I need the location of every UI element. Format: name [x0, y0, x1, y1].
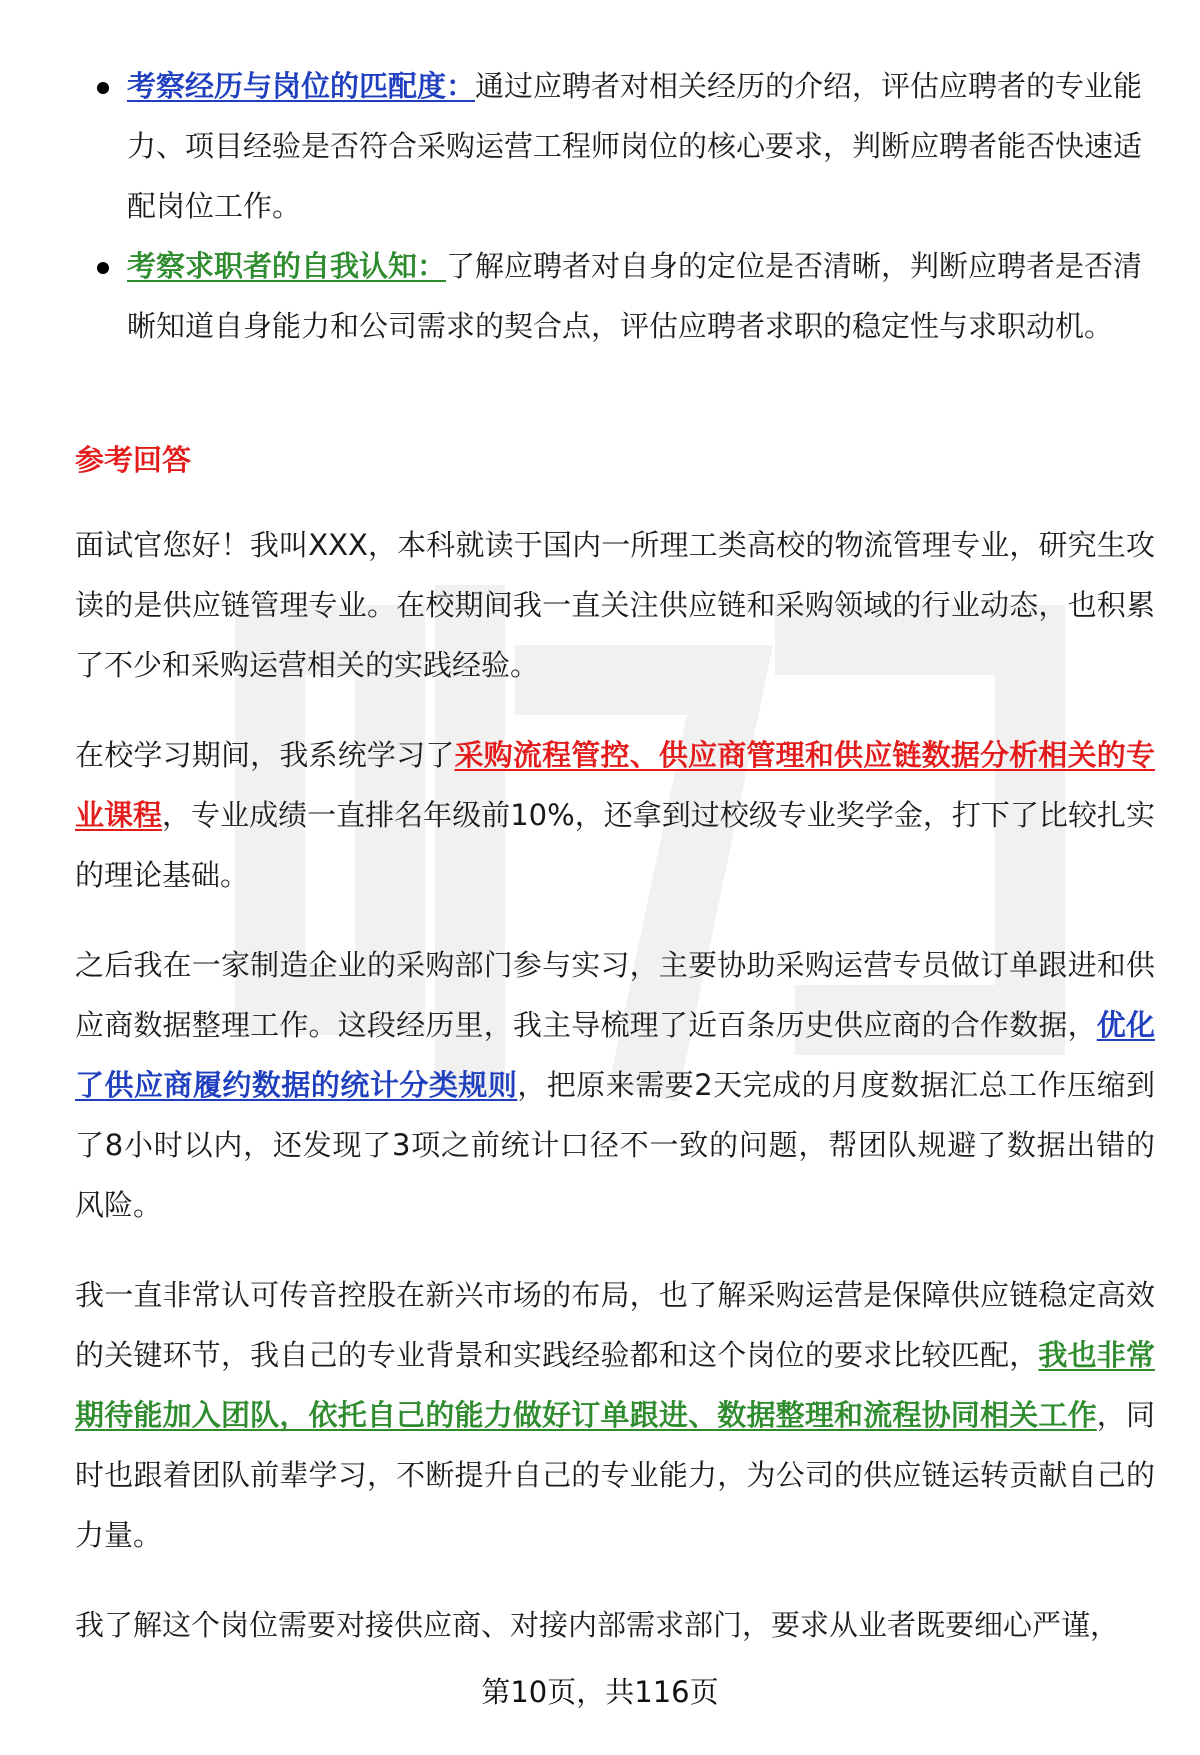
list-item [75, 56, 1150, 236]
paragraph-text: 之后我在一家制造企业的采购部门参与实习，主要协助采购运营专员做订单跟进和供应商数据整理工作。这段经历里，我主导梳理了近百条历史供应商的合作数据， [75, 948, 1155, 1042]
bullet-icon [97, 82, 109, 94]
bullet-text: 通过应聘者对相关经历的介绍，评估应聘者的专业能力、项目经验是否符合采购运营工程师岗位的核心要求，判断应聘者能否快速适配岗位工作。 [127, 69, 1143, 223]
paragraph-text: 在校学习期间，我系统学习了 [75, 738, 455, 772]
paragraph-text: ，把原来需要2天完成的月度数据汇总工作压缩到了8小时以内，还发现了3项之前统计口径不一致的问题，帮团队规避了数据出错的风险。 [75, 1068, 1155, 1222]
bullet-highlight: 考察求职者的自我认知： [127, 249, 447, 283]
paragraph-internship [75, 935, 1155, 1235]
evaluation-points-list [75, 56, 1150, 356]
bullet-text: 了解应聘者对自身的定位是否清晰，判断应聘者是否清晰知道自身能力和公司需求的契合点，评估应聘者求职的稳定性与求职动机。 [127, 249, 1143, 343]
paragraph-text: 我一直非常认可传音控股在新兴市场的布局，也了解采购运营是保障供应链稳定高效的关键环节，我自己的专业背景和实践经验都和这个岗位的要求比较匹配， [75, 1278, 1155, 1372]
bullet-highlight: 考察经历与岗位的匹配度： [127, 69, 476, 103]
section-title: 参考回答 [75, 443, 192, 477]
paragraph-intro: 面试官您好！我叫XXX，本科就读于国内一所理工类高校的物流管理专业，研究生攻读的是供应链管理专业。在校期间我一直关注供应链和采购领域的行业动态，也积累了不少和采购运营相关的实践经验。 [75, 528, 1155, 682]
paragraph-role-understanding: 我了解这个岗位需要对接供应商、对接内部需求部门，要求从业者既要细心严谨， [75, 1608, 1120, 1642]
list-item [75, 236, 1150, 356]
paragraph-text: ，同时也跟着团队前辈学习，不断提升自己的专业能力，为公司的供应链运转贡献自己的力量。 [75, 1398, 1155, 1552]
page-number: 第10页，共116页 [481, 1675, 719, 1709]
paragraph-highlight: 优化了供应商履约数据的统计分类规则 [75, 1008, 1155, 1102]
paragraph-text: ，专业成绩一直排名年级前10%，还拿到过校级专业奖学金，打下了比较扎实的理论基础。 [75, 798, 1155, 892]
paragraph-highlight: 采购流程管控、供应商管理和供应链数据分析相关的专业课程 [75, 738, 1155, 832]
paragraph-motivation [75, 1265, 1155, 1565]
bullet-icon [97, 262, 109, 274]
paragraph-education [75, 725, 1155, 905]
paragraph-highlight: 我也非常期待能加入团队，依托自己的能力做好订单跟进、数据整理和流程协同相关工作 [75, 1338, 1155, 1432]
